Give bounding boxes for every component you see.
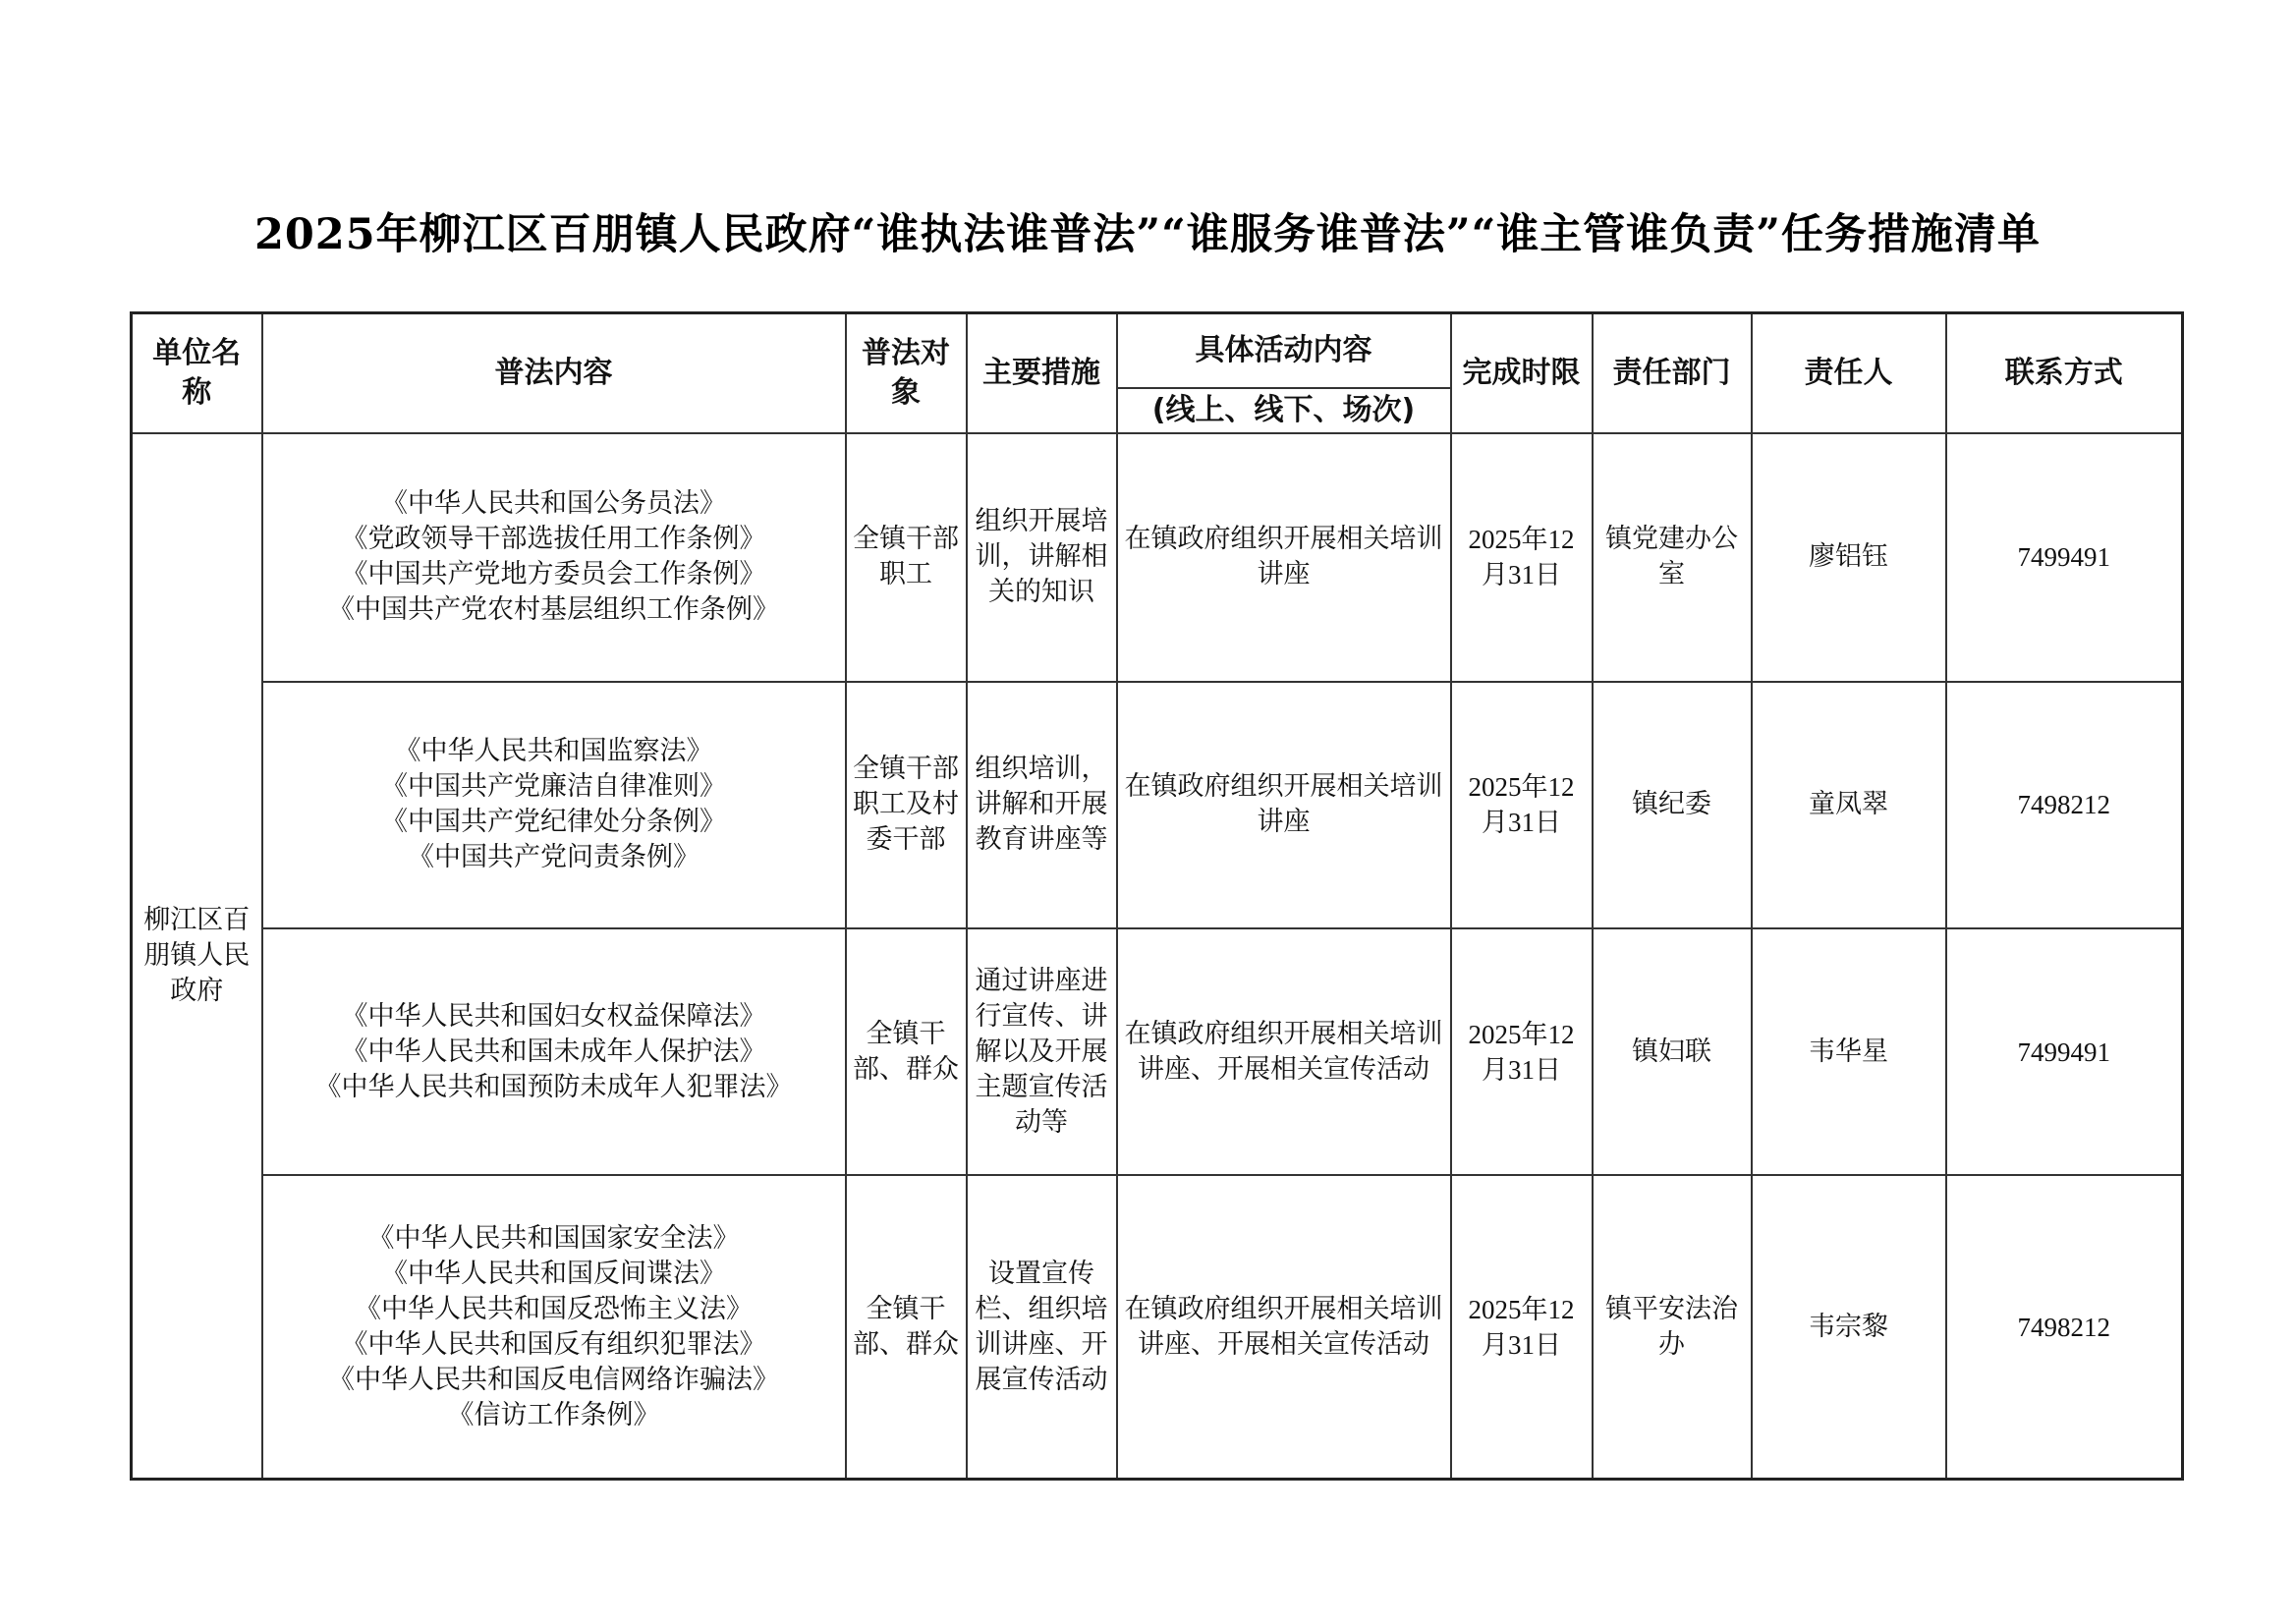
activity-cell: 在镇政府组织开展相关培训讲座 [1117, 682, 1451, 928]
law-item: 《中华人民共和国反恐怖主义法》 [355, 1293, 753, 1324]
law-item: 《中国共产党廉洁自律准则》 [381, 771, 726, 803]
law-item: 《中国共产党地方委员会工作条例》 [341, 559, 766, 590]
laws-cell [262, 433, 846, 682]
contact-cell: 7499491 [1946, 433, 2183, 682]
department-cell: 镇纪委 [1593, 682, 1752, 928]
department-cell: 镇平安法治办 [1593, 1175, 1752, 1479]
laws-cell [262, 682, 846, 928]
deadline-cell: 2025年12月31日 [1451, 1175, 1593, 1479]
law-item: 《党政领导干部选拔任用工作条例》 [341, 524, 766, 555]
law-item: 《中华人民共和国妇女权益保障法》 [341, 1000, 766, 1032]
target-cell: 全镇干部职工 [846, 433, 967, 682]
header-measures: 主要措施 [967, 313, 1117, 433]
measures-cell: 组织培训，讲解和开展教育讲座等 [967, 682, 1117, 928]
activity-cell: 在镇政府组织开展相关培训讲座、开展相关宣传活动 [1117, 1175, 1451, 1479]
page-title: 2025年柳江区百朋镇人民政府“谁执法谁普法”“谁服务谁普法”“谁主管谁负责”任务措施清单 [253, 210, 2042, 259]
law-item: 《中国共产党农村基层组织工作条例》 [328, 594, 779, 626]
person-cell: 韦宗黎 [1752, 1175, 1946, 1479]
contact-cell: 7499491 [1946, 928, 2183, 1175]
activity-cell: 在镇政府组织开展相关培训讲座 [1117, 433, 1451, 682]
law-item: 《信访工作条例》 [447, 1399, 660, 1430]
law-item: 《中国共产党纪律处分条例》 [381, 807, 726, 838]
target-cell: 全镇干部、群众 [846, 928, 967, 1175]
department-cell: 镇妇联 [1593, 928, 1752, 1175]
law-item: 《中华人民共和国国家安全法》 [367, 1222, 740, 1254]
unit-cell: 柳江区百朋镇人民政府 [132, 433, 262, 1480]
header-row [132, 313, 2183, 388]
header-content: 普法内容 [262, 313, 846, 433]
deadline-cell: 2025年12月31日 [1451, 682, 1593, 928]
header-unit: 单位名称 [132, 313, 262, 433]
law-item: 《中华人民共和国反有组织犯罪法》 [341, 1328, 766, 1360]
header-activity: 具体活动内容 [1117, 313, 1451, 388]
header-contact: 联系方式 [1946, 313, 2183, 433]
header-person: 责任人 [1752, 313, 1946, 433]
header-deadline: 完成时限 [1451, 313, 1593, 433]
measures-cell: 通过讲座进行宣传、讲解以及开展主题宣传活动等 [967, 928, 1117, 1175]
table-row [132, 682, 2183, 928]
law-item: 《中华人民共和国预防未成年人犯罪法》 [314, 1071, 793, 1102]
department-cell: 镇党建办公室 [1593, 433, 1752, 682]
law-item: 《中华人民共和国反间谍法》 [381, 1258, 726, 1289]
header-target: 普法对象 [846, 313, 967, 433]
laws-cell [262, 928, 846, 1175]
law-item: 《中华人民共和国公务员法》 [381, 488, 726, 520]
contact-cell: 7498212 [1946, 1175, 2183, 1479]
table-row [132, 1175, 2183, 1479]
contact-cell: 7498212 [1946, 682, 2183, 928]
target-cell: 全镇干部职工及村委干部 [846, 682, 967, 928]
measures-cell: 设置宣传栏、组织培训讲座、开展宣传活动 [967, 1175, 1117, 1479]
law-item: 《中华人民共和国未成年人保护法》 [341, 1036, 766, 1067]
law-item: 《中国共产党问责条例》 [408, 842, 700, 873]
header-department: 责任部门 [1593, 313, 1752, 433]
law-item: 《中华人民共和国反电信网络诈骗法》 [328, 1364, 779, 1395]
table-row [132, 928, 2183, 1175]
law-item: 《中华人民共和国监察法》 [394, 736, 713, 767]
deadline-cell: 2025年12月31日 [1451, 433, 1593, 682]
task-table [130, 311, 2184, 1481]
person-cell: 韦华星 [1752, 928, 1946, 1175]
measures-cell: 组织开展培训，讲解相关的知识 [967, 433, 1117, 682]
deadline-cell: 2025年12月31日 [1451, 928, 1593, 1175]
activity-cell: 在镇政府组织开展相关培训讲座、开展相关宣传活动 [1117, 928, 1451, 1175]
header-activity-sub: (线上、线下、场次) [1117, 388, 1451, 433]
person-cell: 童凤翠 [1752, 682, 1946, 928]
target-cell: 全镇干部、群众 [846, 1175, 967, 1479]
laws-cell [262, 1175, 846, 1479]
person-cell: 廖铝钰 [1752, 433, 1946, 682]
table-row [132, 433, 2183, 682]
